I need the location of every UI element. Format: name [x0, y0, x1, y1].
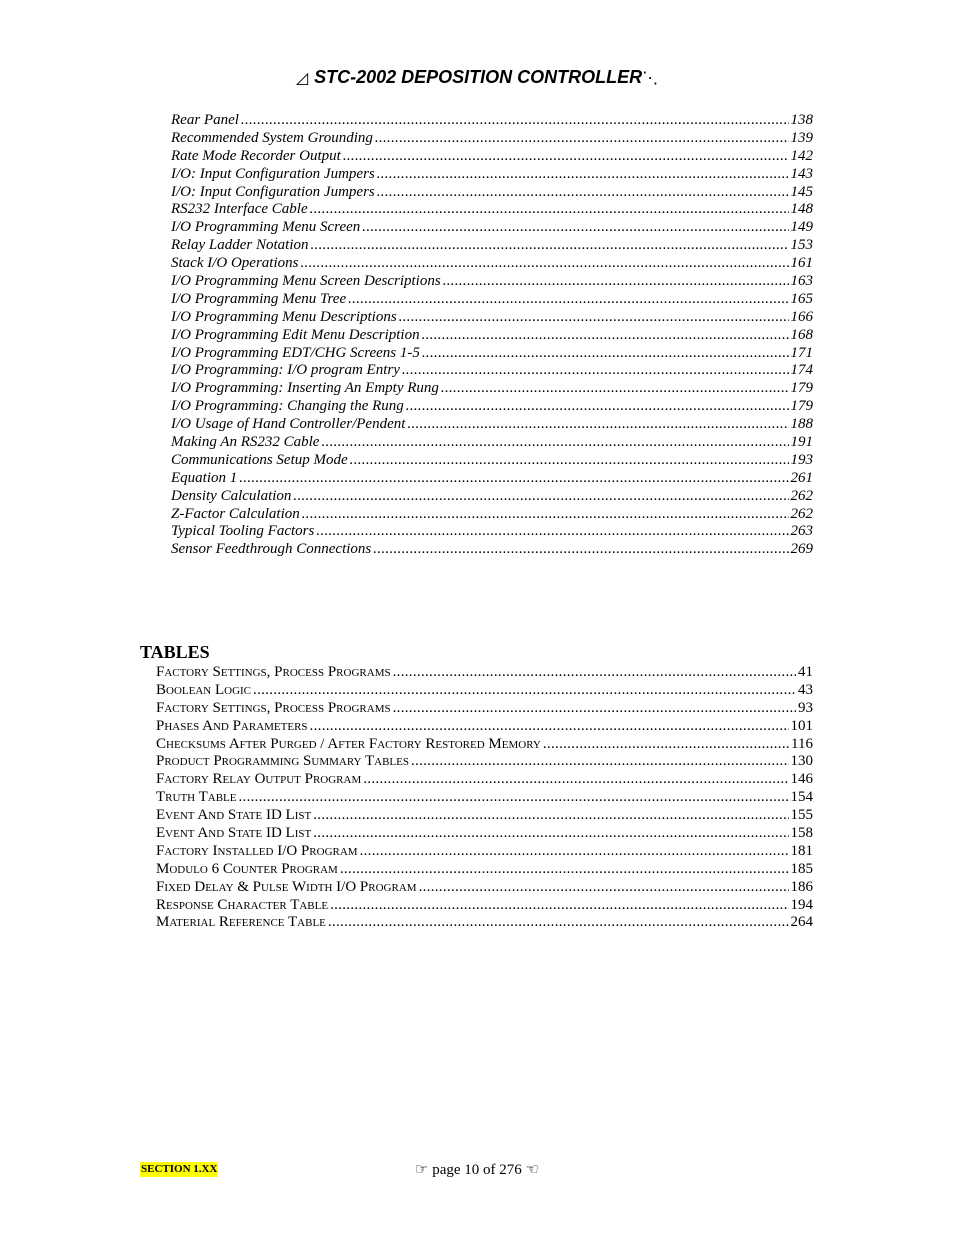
dot-leader — [328, 914, 789, 932]
dot-leader — [238, 789, 788, 807]
table-entry-title: Truth Table — [156, 789, 237, 806]
figure-entry-title: Recommended System Grounding — [171, 129, 373, 146]
figure-entry-page-number: 166 — [790, 308, 813, 325]
dot-leader — [300, 255, 788, 273]
table-entry[interactable] — [156, 700, 813, 718]
table-entry-page-number: 154 — [790, 789, 813, 806]
figure-entry-page-number: 149 — [790, 219, 813, 236]
table-entry-title: Material Reference Table — [156, 914, 326, 931]
table-entry-page-number: 158 — [790, 825, 813, 842]
table-entry[interactable] — [156, 897, 813, 915]
dot-leader — [411, 753, 789, 771]
figure-entry[interactable] — [171, 327, 813, 345]
table-entry-title: Factory Relay Output Program — [156, 771, 362, 788]
figure-entry-page-number: 261 — [790, 469, 813, 486]
figure-entry-page-number: 262 — [790, 505, 813, 522]
table-entry[interactable] — [156, 807, 813, 825]
figure-entry[interactable] — [171, 219, 813, 237]
figure-entry-title: Sensor Feedthrough Connections — [171, 541, 372, 558]
table-entry-title: Checksums After Purged / After Factory Restored Memory — [156, 735, 541, 752]
table-entry-page-number: 93 — [798, 699, 813, 716]
table-entry[interactable] — [156, 771, 813, 789]
figure-entry[interactable] — [171, 130, 813, 148]
figure-entry-page-number: 163 — [790, 273, 813, 290]
table-entry[interactable] — [156, 664, 813, 682]
table-entry[interactable] — [156, 861, 813, 879]
figure-entry-title: I/O: Input Configuration Jumpers — [171, 183, 375, 200]
table-entry-page-number: 43 — [798, 681, 813, 698]
table-entry-title: Response Character Table — [156, 896, 329, 913]
table-entry[interactable] — [156, 789, 813, 807]
dot-leader — [310, 201, 789, 219]
tables-list — [156, 664, 813, 932]
figure-entry[interactable] — [171, 166, 813, 184]
dot-leader — [419, 879, 789, 897]
figure-entry-page-number: 179 — [790, 380, 813, 397]
tables-heading: TABLES — [140, 642, 210, 662]
dot-leader — [362, 219, 788, 237]
table-entry-page-number: 186 — [790, 878, 813, 895]
figure-entry-page-number: 161 — [790, 255, 813, 272]
dot-leader — [340, 861, 789, 879]
dot-leader — [422, 345, 789, 363]
figure-entry-page-number: 263 — [790, 523, 813, 540]
figure-entry[interactable] — [171, 398, 813, 416]
figure-entry-page-number: 174 — [790, 362, 813, 379]
figure-entry-title: Relay Ladder Notation — [171, 237, 309, 254]
figure-entry-page-number: 193 — [790, 451, 813, 468]
figure-entry-page-number: 143 — [790, 165, 813, 182]
figure-entry-title: I/O Programming: I/O program Entry — [171, 362, 400, 379]
figure-entry[interactable] — [171, 273, 813, 291]
dot-leader — [313, 825, 788, 843]
figure-entry[interactable] — [171, 541, 813, 559]
figure-entry[interactable] — [171, 345, 813, 363]
hatch-ornament-icon: ⋱ — [642, 70, 659, 87]
figure-entry[interactable] — [171, 255, 813, 273]
table-entry-page-number: 194 — [790, 896, 813, 913]
figure-entry[interactable] — [171, 362, 813, 380]
dot-leader — [393, 700, 796, 718]
figure-entry[interactable] — [171, 434, 813, 452]
figure-entry[interactable] — [171, 201, 813, 219]
dot-leader — [360, 843, 789, 861]
figure-entry-page-number: 262 — [790, 487, 813, 504]
table-entry-title: Modulo 6 Counter Program — [156, 860, 338, 877]
figure-entry[interactable] — [171, 470, 813, 488]
table-entry-page-number: 130 — [790, 753, 813, 770]
table-entry[interactable] — [156, 879, 813, 897]
table-entry-page-number: 41 — [798, 664, 813, 680]
pointing-hand-right-icon: ☞ — [415, 1160, 429, 1178]
figure-entry-title: Z-Factor Calculation — [171, 505, 300, 522]
dot-leader — [293, 488, 788, 506]
dot-leader — [241, 112, 789, 130]
figure-entry-page-number: 139 — [790, 129, 813, 146]
dot-leader — [375, 130, 789, 148]
figure-entry[interactable] — [171, 112, 813, 130]
table-entry[interactable] — [156, 682, 813, 700]
dot-leader — [310, 718, 789, 736]
table-entry-title: Factory Settings, Process Programs — [156, 664, 391, 680]
dot-leader — [302, 506, 789, 524]
table-entry-page-number: 146 — [790, 771, 813, 788]
table-entry[interactable] — [156, 825, 813, 843]
figure-entry-title: Communications Setup Mode — [171, 451, 348, 468]
dot-leader — [443, 273, 789, 291]
figure-entry-page-number: 165 — [790, 290, 813, 307]
table-entry-title: Product Programming Summary Tables — [156, 753, 409, 770]
table-entry-page-number: 101 — [790, 717, 813, 734]
dot-leader — [543, 736, 789, 754]
figure-entry[interactable] — [171, 416, 813, 434]
dot-leader — [348, 291, 788, 309]
figure-entry-title: I/O Usage of Hand Controller/Pendent — [171, 416, 406, 433]
figure-entry-title: I/O Programming Menu Tree — [171, 290, 347, 307]
figure-entry-title: I/O Programming Edit Menu Description — [171, 326, 420, 343]
table-entry-title: Boolean Logic — [156, 681, 252, 698]
figure-entry-page-number: 148 — [790, 201, 813, 218]
figure-entry-title: I/O Programming Menu Descriptions — [171, 308, 397, 325]
table-entry-title: Phases And Parameters — [156, 717, 308, 734]
dot-leader — [441, 380, 789, 398]
figure-entry-title: I/O Programming EDT/CHG Screens 1-5 — [171, 344, 420, 361]
figure-entry-title: Stack I/O Operations — [171, 255, 299, 272]
table-entry-page-number: 185 — [790, 860, 813, 877]
table-entry[interactable] — [156, 718, 813, 736]
dot-leader — [343, 148, 789, 166]
table-entry[interactable] — [156, 753, 813, 771]
dot-leader — [253, 682, 796, 700]
dot-leader — [363, 771, 788, 789]
page-header — [0, 62, 954, 94]
figure-entry-title: I/O Programming Menu Screen — [171, 219, 361, 236]
figure-entry-title: I/O Programming Menu Screen Descriptions — [171, 273, 441, 290]
table-entry-title: Event And State ID List — [156, 825, 312, 842]
figure-entry-title: Typical Tooling Factors — [171, 523, 315, 540]
dot-leader — [377, 184, 789, 202]
table-entry-title: Fixed Delay & Pulse Width I/O Program — [156, 878, 417, 895]
dot-leader — [350, 452, 789, 470]
figure-entry-page-number: 142 — [790, 147, 813, 164]
dot-leader — [377, 166, 789, 184]
table-entry-title: Factory Installed I/O Program — [156, 842, 358, 859]
figure-entry-title: I/O Programming: Inserting An Empty Rung — [171, 380, 439, 397]
dot-leader — [313, 807, 788, 825]
page-number: page 10 of 276 — [432, 1162, 522, 1178]
table-entry-page-number: 116 — [791, 735, 813, 752]
dot-leader — [373, 541, 788, 559]
dot-leader — [311, 237, 789, 255]
dot-leader — [316, 523, 788, 541]
triangle-ornament-icon: ◿ — [295, 70, 309, 87]
page-number-footer — [0, 1159, 954, 1180]
figure-entry[interactable] — [171, 488, 813, 506]
figure-entry[interactable] — [171, 380, 813, 398]
dot-leader — [239, 470, 788, 488]
pointing-hand-left-icon: ☜ — [525, 1160, 539, 1178]
figure-entry-page-number: 153 — [790, 237, 813, 254]
figure-entry[interactable] — [171, 291, 813, 309]
figure-entry-page-number: 188 — [790, 416, 813, 433]
table-entry-title: Event And State ID List — [156, 807, 312, 824]
dot-leader — [399, 309, 789, 327]
figure-entry-page-number: 145 — [790, 183, 813, 200]
figure-entry[interactable] — [171, 309, 813, 327]
figure-entry[interactable] — [171, 452, 813, 470]
figure-entry-page-number: 138 — [790, 112, 813, 128]
table-entry[interactable] — [156, 736, 813, 754]
figures-list — [171, 112, 813, 559]
figure-entry[interactable] — [171, 506, 813, 524]
figure-entry[interactable] — [171, 523, 813, 541]
dot-leader — [321, 434, 788, 452]
figure-entry[interactable] — [171, 184, 813, 202]
figure-entry-title: Equation 1 — [171, 469, 238, 486]
dot-leader — [422, 327, 789, 345]
figure-entry-title: Rear Panel — [171, 112, 239, 128]
figure-entry-page-number: 179 — [790, 398, 813, 415]
dot-leader — [406, 398, 789, 416]
figure-entry-title: Density Calculation — [171, 487, 292, 504]
table-entry-page-number: 264 — [790, 914, 813, 931]
figure-entry[interactable] — [171, 237, 813, 255]
figure-entry-title: I/O: Input Configuration Jumpers — [171, 165, 375, 182]
table-entry-title: Factory Settings, Process Programs — [156, 699, 391, 716]
figure-entry-title: I/O Programming: Changing the Rung — [171, 398, 404, 415]
figure-entry-page-number: 171 — [790, 344, 813, 361]
figure-entry-title: Rate Mode Recorder Output — [171, 147, 341, 164]
table-entry-page-number: 181 — [790, 842, 813, 859]
dot-leader — [330, 897, 788, 915]
table-entry[interactable] — [156, 843, 813, 861]
dot-leader — [407, 416, 788, 434]
document-title: STC-2002 DEPOSITION CONTROLLER — [314, 67, 643, 87]
dot-leader — [402, 362, 789, 380]
dot-leader — [393, 664, 796, 682]
table-entry-page-number: 155 — [790, 807, 813, 824]
figure-entry-page-number: 191 — [790, 434, 813, 451]
figure-entry-title: Making An RS232 Cable — [171, 434, 320, 451]
table-entry[interactable] — [156, 914, 813, 932]
section-label: SECTION 1.XX — [141, 1163, 218, 1175]
figure-entry-title: RS232 Interface Cable — [171, 201, 308, 218]
figure-entry-page-number: 168 — [790, 326, 813, 343]
figure-entry[interactable] — [171, 148, 813, 166]
figure-entry-page-number: 269 — [790, 541, 813, 558]
